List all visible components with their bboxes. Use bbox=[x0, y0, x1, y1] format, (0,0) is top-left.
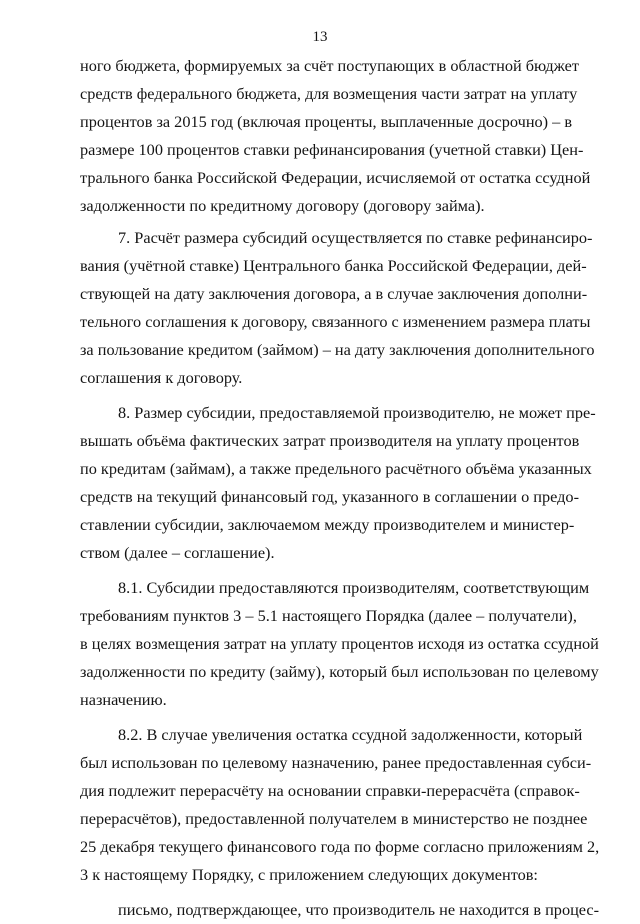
text-line: ствующей на дату заключения договора, а в случае заключения дополни- bbox=[80, 284, 588, 303]
text-line: вания (учётной ставке) Центрального банка Российской Федерации, дей- bbox=[80, 256, 587, 275]
page-number: 13 bbox=[312, 29, 328, 45]
text-line: в целях возмещения затрат на уплату процентов исходя из остатка ссудной bbox=[80, 634, 599, 653]
text-line: вышать объёма фактических затрат производителя на уплату процентов bbox=[80, 431, 580, 450]
paragraph-item-8 bbox=[80, 399, 596, 567]
text-line: процентов за 2015 год (включая проценты, выплаченные досрочно) – в bbox=[80, 112, 573, 131]
text-line: 8.1. Субсидии предоставляются производителям, соответствующим bbox=[118, 578, 590, 597]
text-line: назначению. bbox=[80, 690, 167, 709]
text-line: 8. Размер субсидии, предоставляемой производителю, не может пре- bbox=[118, 403, 596, 422]
text-line: письмо, подтверждающее, что производитель не находится в процес- bbox=[118, 900, 600, 919]
text-line: средств федерального бюджета, для возмещения части затрат на уплату bbox=[80, 84, 578, 103]
document-body bbox=[80, 52, 600, 924]
text-line: соглашения к договору. bbox=[80, 368, 243, 387]
text-line: 3 к настоящему Порядку, с приложением следующих документов: bbox=[80, 865, 538, 884]
paragraph-letter bbox=[80, 896, 600, 924]
text-line: ством (далее – соглашение). bbox=[80, 543, 275, 562]
paragraph-item-8-2 bbox=[80, 721, 600, 889]
text-line: 25 декабря текущего финансового года по форме согласно приложениям 2, bbox=[80, 837, 600, 856]
text-line: тельного соглашения к договору, связанного с изменением размера платы bbox=[80, 312, 591, 331]
text-line: 7. Расчёт размера субсидий осуществляется по ставке рефинансиро- bbox=[118, 228, 593, 247]
text-line: был использован по целевому назначению, ранее предоставленная субси- bbox=[80, 753, 592, 772]
text-line: ного бюджета, формируемых за счёт поступающих в областной бюджет bbox=[80, 56, 580, 75]
text-line: ставлении субсидии, заключаемом между производителем и министер- bbox=[80, 515, 575, 534]
paragraph-item-8-1 bbox=[80, 574, 599, 714]
text-line: задолженности по кредиту (займу), который был использован по целевому bbox=[80, 662, 599, 681]
text-line: задолженности по кредитному договору (договору займа). bbox=[80, 196, 485, 215]
text-line: дия подлежит перерасчёту на основании справки-перерасчёта (справок- bbox=[80, 781, 580, 800]
text-line: перерасчётов), предоставленной получателем в министерство не позднее bbox=[80, 809, 588, 828]
text-line: по кредитам (займам), а также предельного расчётного объёма указанных bbox=[80, 459, 592, 478]
paragraph-continuation bbox=[80, 52, 591, 220]
text-line: 8.2. В случае увеличения остатка ссудной задолженности, который bbox=[118, 725, 583, 744]
text-line: средств на текущий финансовый год, указанного в соглашении о предо- bbox=[80, 487, 579, 506]
text-line: за пользование кредитом (займом) – на дату заключения дополнительного bbox=[80, 340, 595, 359]
text-line: размере 100 процентов ставки рефинансирования (учетной ставки) Цен- bbox=[80, 140, 584, 159]
text-line: трального банка Российской Федерации, исчисляемой от остатка ссудной bbox=[80, 168, 591, 187]
text-line: требованиям пунктов 3 – 5.1 настоящего Порядка (далее – получатели), bbox=[80, 606, 577, 625]
paragraph-item-7 bbox=[80, 224, 595, 392]
